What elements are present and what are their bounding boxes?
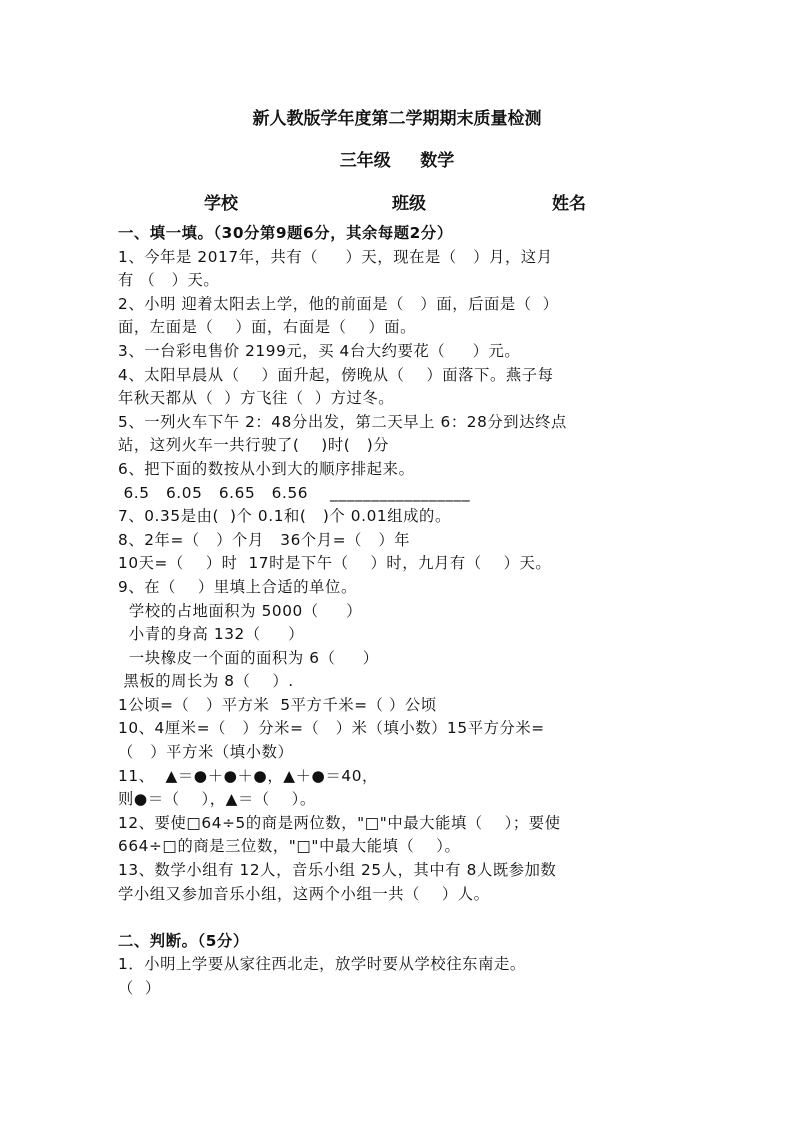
exam-title: 新人教版学年度第二学期期末质量检测 [252,109,542,129]
blank-line [118,906,678,930]
section-heading: 一、填一填。（30分第9题6分，其余每题2分） [118,224,453,242]
question-line: 1公顷=（ ）平方米 5平方千米=（ ）公顷 [118,695,437,714]
question-line: 8、2年=（ ）个月 36个月=（ ）年 [118,530,411,549]
question-line: 3、一台彩电售价 2199元，买 4台大约要花（ ）元。 [118,341,521,360]
question-line: 13、数学小组有 12人，音乐小组 25人，其中有 8人既参加数 [118,861,557,880]
question-line: 小青的身高 132（ ） [118,625,304,644]
question-line: （ ） [118,979,161,997]
class-label: 班级 [392,194,426,214]
question-line: 则●＝（ ），▲＝（ ）。 [118,790,316,809]
name-label: 姓名 [552,194,586,214]
question-line: 11、 ▲＝●＋●＋●，▲＋●＝40， [118,766,378,785]
exam-subtitle: 三年级 数学 [339,151,455,171]
school-label: 学校 [204,194,238,214]
question-line: 黑板的周长为 8（ ）. [118,672,294,691]
question-line: 有 （ ）天。 [118,271,220,290]
question-line: 1、今年是 2017年，共有（ ）天，现在是（ ）月，这月 [118,247,553,266]
question-line: 10天=（ ）时 17时是下午（ ）时，九月有（ ）天。 [118,554,552,573]
question-line: （ ）平方米（填小数） [118,743,294,762]
question-line: 7、0.35是由( )个 0.1和( )个 0.01组成的。 [118,507,451,526]
question-line: 年秋天都从（ ）方飞往（ ）方过冬。 [118,389,395,408]
question-line: 6.5 6.05 6.65 6.56 _________________ [118,483,471,502]
question-line: 664÷□的商是三位数，"□"中最大能填（ ）。 [118,837,461,856]
question-line: 9、在（ ）里填上合适的单位。 [118,577,357,596]
question-line: 1．小明上学要从家往西北走，放学时要从学校往东南走。 [118,955,526,974]
question-line: 12、要使□64÷5的商是两位数，"□"中最大能填（ ）；要使 [118,813,561,832]
question-line: 5、一列火车下午 2：48分出发，第二天早上 6：28分到达终点 [118,412,567,431]
question-line: 6、把下面的数按从小到大的顺序排起来。 [118,459,415,478]
question-line: 面，左面是（ ）面，右面是（ ）面。 [118,318,417,337]
question-list [118,222,678,1001]
question-line: 学校的占地面积为 5000（ ） [118,601,362,620]
question-line: 2、小明 迎着太阳去上学，他的前面是（ ）面，后面是（ ） [118,294,559,313]
question-line: 4、太阳早晨从（ ）面升起，傍晚从（ ）面落下。燕子每 [118,365,554,384]
question-line: 一块橡皮一个面的面积为 6（ ） [118,648,379,667]
question-line: 站，这列火车一共行驶了( )时( )分 [118,436,390,455]
section-heading: 二、判断。（5分） [118,931,249,950]
question-line: 10、4厘米=（ ）分米=（ ）米（填小数）15平方分米= [118,719,545,738]
question-line: 学小组又参加音乐小组，这两个小组一共（ ）人。 [118,884,490,903]
